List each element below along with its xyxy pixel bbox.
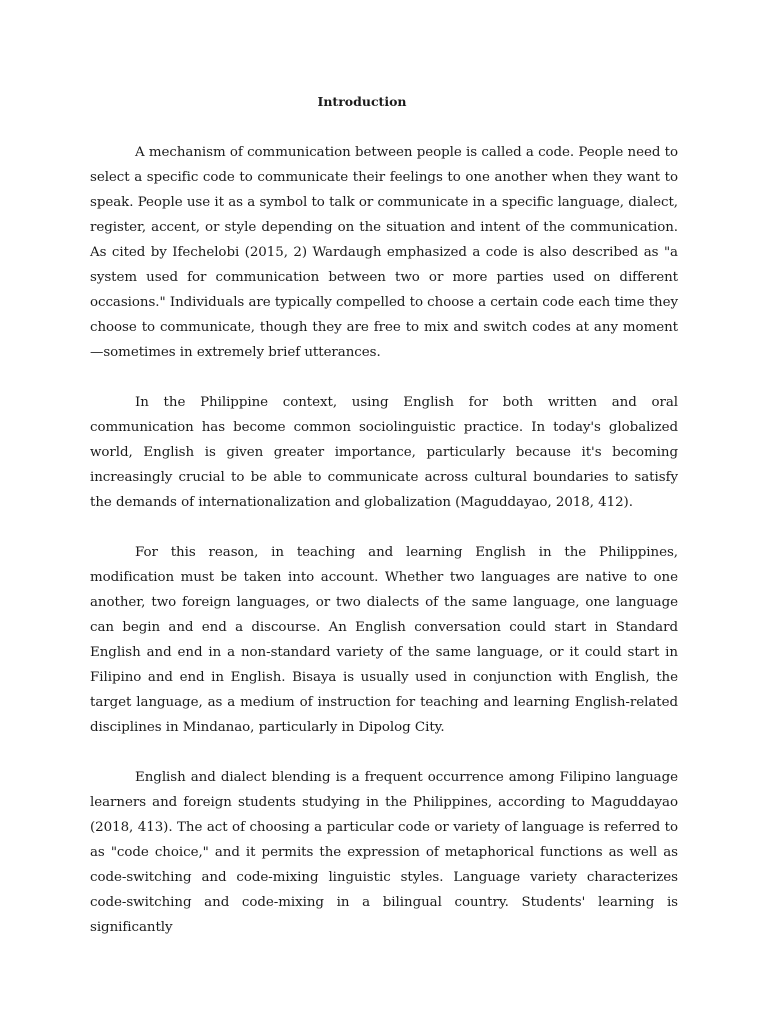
document-body — [90, 140, 678, 965]
paragraph-2: In the Philippine context, using English for both written and oral communication has become common sociolinguistic practice. In today's globalized world, English is given greater importance, particularly because it's becoming increasingly crucial to be able to communicate across cultural boundaries to satisfy the demands of internationalization and globalization (Maguddayao, 2018, 412). — [90, 395, 678, 510]
paragraph-4: English and dialect blending is a frequent occurrence among Filipino language learners and foreign students studying in the Philippines, according to Maguddayao (2018, 413). The act of choosing a particular code or variety of language is referred to as "code choice," and it permits the expression of metaphorical functions as well as code-switching and code-mixing linguistic styles. Language variety characterizes code-switching and code-mixing in a bilingual country. Students' learning is significantly — [90, 770, 678, 935]
page-title: Introduction — [317, 94, 407, 109]
paragraph-3: For this reason, in teaching and learning English in the Philippines, modification must be taken into account. Whether two languages are native to one another, two foreign languages, or two dialects of the same language, one language can begin and end a discourse. An English conversation could start in Standard English and end in a non-standard variety of the same language, or it could start in Filipino and end in English. Bisaya is usually used in conjunction with English, the target language, as a medium of instruction for teaching and learning English-related disciplines in Mindanao, particularly in Dipolog City. — [90, 545, 678, 735]
paragraph-1: A mechanism of communication between people is called a code. People need to select a specific code to communicate their feelings to one another when they want to speak. People use it as a symbol to talk or communicate in a specific language, dialect, register, accent, or style depending on the situation and intent of the communication. As cited by Ifechelobi (2015, 2) Wardaugh emphasized a code is also described as "a system used for communication between two or more parties used on different occasions." Individuals are typically compelled to choose a certain code each time they choose to communicate, though they are free to mix and switch codes at any moment—sometimes in extremely brief utterances. — [90, 145, 678, 360]
